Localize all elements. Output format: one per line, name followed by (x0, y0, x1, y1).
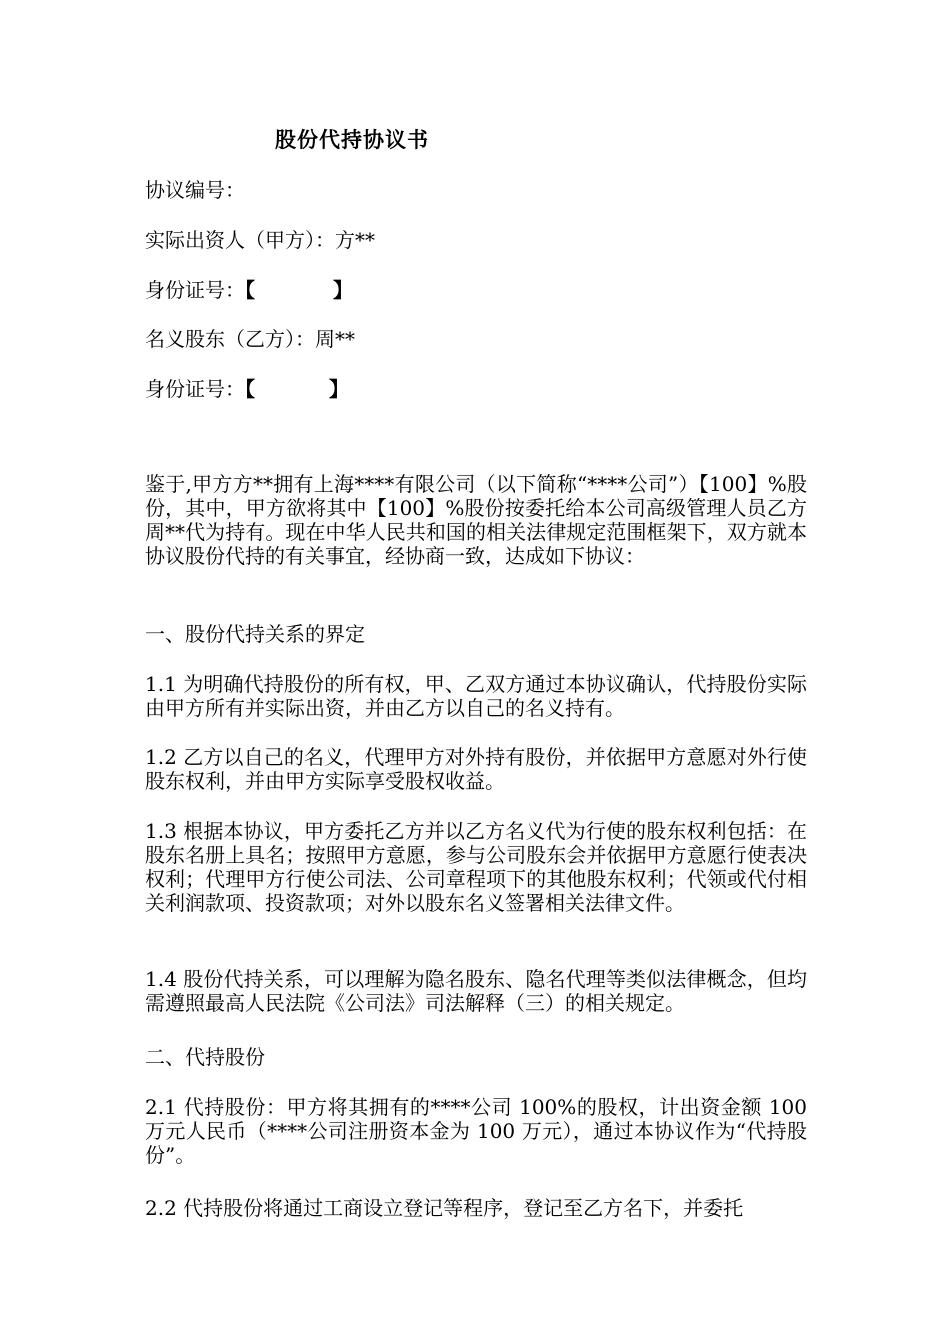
agreement-number-line (145, 174, 245, 203)
party-a-id-line (145, 274, 353, 303)
party-a-name: 方** (335, 228, 375, 252)
party-b-line (145, 323, 355, 352)
clause-1-2: 1.2 乙方以自己的名义，代理甲方对外持有股份，并依据甲方意愿对外行使股东权利，并由甲方实际享受股权收益。 (145, 745, 807, 793)
clause-1-4: 1.4 股份代持关系，可以理解为隐名股东、隐名代理等类似法律概念，但均需遵照最高人民法院《公司法》司法解释（三）的相关规定。 (145, 967, 807, 1015)
party-a-line (145, 224, 375, 253)
section-2-heading: 二、代持股份 (145, 1045, 265, 1069)
document-title: 股份代持协议书 (275, 127, 429, 152)
party-b-id-line (145, 373, 349, 402)
clause-2-2: 2.2 代持股份将通过工商设立登记等程序，登记至乙方名下，并委托 (145, 1196, 744, 1220)
clause-1-3: 1.3 根据本协议，甲方委托乙方并以乙方名义代为行使的股东权利包括：在股东名册上具名；按照甲方意愿，参与公司股东会并依据甲方意愿行使表决权利；代理甲方行使公司法、公司章程项下的其他股东权利；代领或代付相关利润款项、投资款项；对外以股东名义签署相关法律文件。 (145, 819, 807, 915)
party-a-id-close-bracket: 】 (333, 278, 353, 302)
party-a-id-open-bracket: 【 (245, 278, 255, 302)
preamble-paragraph: 鉴于,甲方方**拥有上海****有限公司（以下简称“****公司”）【100】%股份，其中，甲方欲将其中【100】%股份按委托给本公司高级管理人员乙方周**代为持有。现在中华人民共和国的相关法律规定范围框架下，双方就本协议股份代持的有关事宜，经协商一致，达成如下协议： (145, 472, 807, 568)
party-b-id-open-bracket: 【 (245, 377, 255, 401)
party-a-id-label: 身份证号： (145, 278, 245, 302)
party-b-name: 周** (315, 327, 355, 351)
party-b-id-label: 身份证号： (145, 377, 245, 401)
party-b-label: 名义股东（乙方）： (145, 327, 315, 351)
clause-2-1: 2.1 代持股份：甲方将其拥有的****公司 100%的股权，计出资金额 100 万元人民币（****公司注册资本金为 100 万元），通过本协议作为“代持股份”。 (145, 1095, 807, 1167)
party-b-id-close-bracket: 】 (329, 377, 349, 401)
party-a-label: 实际出资人（甲方）： (145, 228, 335, 252)
clause-1-1: 1.1 为明确代持股份的所有权，甲、乙双方通过本协议确认，代持股份实际由甲方所有并实际出资，并由乙方以自己的名义持有。 (145, 672, 807, 720)
section-1-heading: 一、股份代持关系的界定 (145, 622, 365, 646)
agreement-number-label: 协议编号： (145, 178, 245, 202)
